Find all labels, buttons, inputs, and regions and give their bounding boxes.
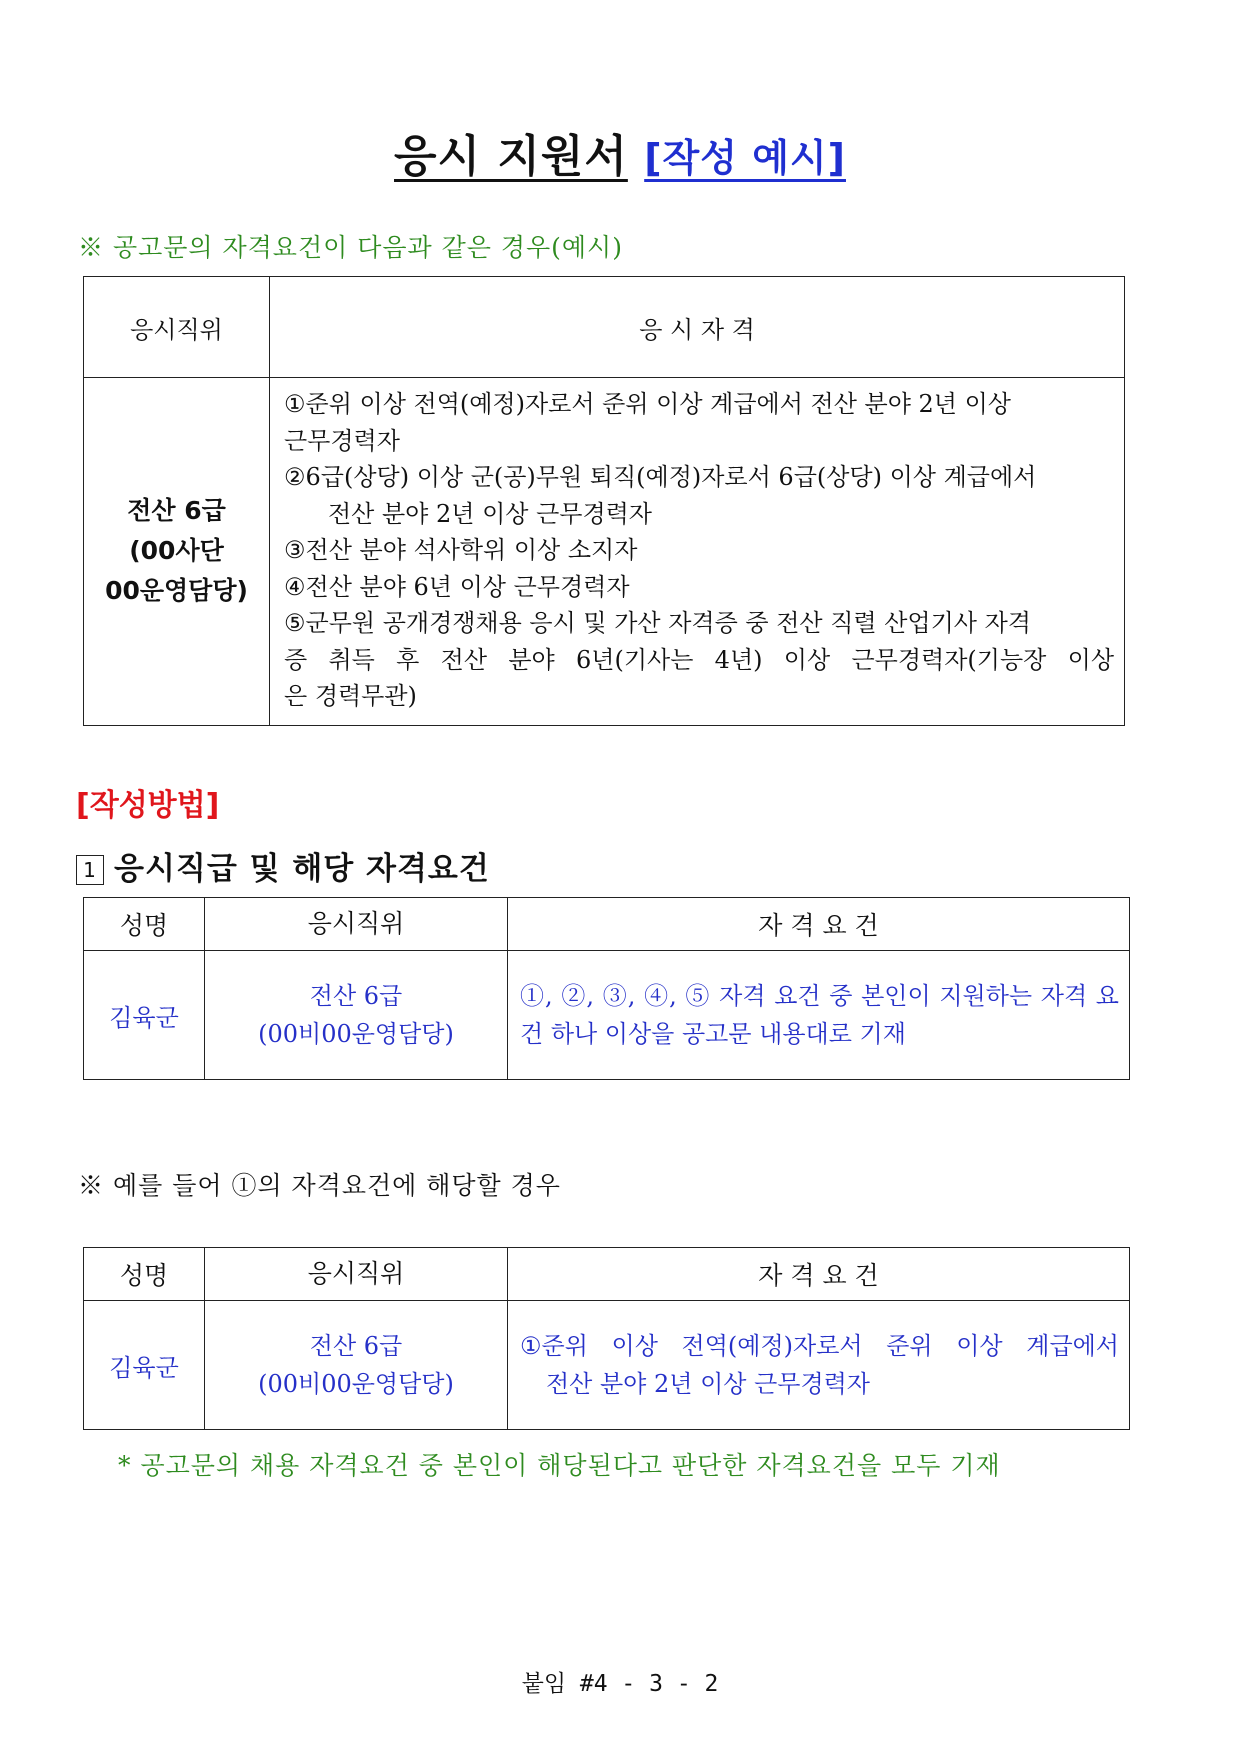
page-title <box>0 120 1240 184</box>
table-row <box>84 378 1125 726</box>
qualification-item <box>284 605 1114 642</box>
position-line: 전산 6급 <box>127 496 226 526</box>
item-text: 준위 이상 전역(예정)자로서 준위 이상 계급에서 전산 분야 2년 이상 <box>305 390 1011 418</box>
item-marker: ⑤ <box>284 609 306 637</box>
item-continuation: 전산 분야 2년 이상 근무경력자 <box>328 499 652 528</box>
table-header-row <box>84 898 1130 951</box>
item-marker: ① <box>284 390 306 418</box>
header-requirement: 자 격 요 건 <box>508 1248 1130 1301</box>
table-row <box>84 951 1130 1080</box>
position-cell <box>205 1301 508 1430</box>
requirement-line <box>520 1327 1119 1365</box>
section-heading <box>76 843 490 888</box>
position-line: 전산 6급 <box>309 1332 403 1360</box>
header-requirement: 자 격 요 건 <box>508 898 1130 951</box>
qualification-item <box>284 569 1114 606</box>
header-position: 응시직위 <box>84 277 270 378</box>
qualification-item <box>284 532 1114 569</box>
position-line: (00비00운영담당) <box>258 1020 454 1048</box>
requirement-cell <box>508 1301 1130 1430</box>
position-line: 전산 6급 <box>309 982 403 1010</box>
item-continuation: 증 취득 후 전산 분야 6년(기사는 4년) 이상 근무경력자(기능장 이상 <box>284 645 1114 674</box>
item-continuation: 근무경력자 <box>284 426 400 455</box>
header-name: 성명 <box>84 898 205 951</box>
page-footer: 붙임 #4 - 3 - 2 <box>521 1671 719 1697</box>
position-line: (00사단 <box>129 536 224 566</box>
example-table-1 <box>83 897 1130 1080</box>
item-marker: ④ <box>284 572 306 601</box>
item-continuation: 은 경력무관) <box>284 682 417 710</box>
qualification-item <box>284 386 1114 423</box>
header-position: 응시직위 <box>205 1248 508 1301</box>
requirement-cell: ①, ②, ③, ④, ⑤ 자격 요건 중 본인이 지원하는 자격 요건 하나 이상을 공고문 내용대로 기재 <box>508 951 1130 1080</box>
title-main: 응시 지원서 <box>394 131 628 182</box>
item-text: 6급(상당) 이상 군(공)무원 퇴직(예정)자로서 6급(상당) 이상 계급에서 <box>305 463 1037 491</box>
note-all: * 공고문의 채용 자격요건 중 본인이 해당된다고 판단한 자격요건을 모두 기재 <box>118 1451 1001 1480</box>
header-position: 응시직위 <box>205 898 508 951</box>
name-cell: 김육군 <box>84 1301 205 1430</box>
title-sub: [작성 예시] <box>644 136 846 180</box>
note-example: ※ 공고문의 자격요건이 다음과 같은 경우(예시) <box>78 233 623 262</box>
position-cell <box>205 951 508 1080</box>
method-heading: [작성방법] <box>76 788 220 823</box>
qualification-table <box>83 276 1125 726</box>
header-name: 성명 <box>84 1248 205 1301</box>
section-number-box: 1 <box>76 855 104 885</box>
item-text: 군무원 공개경쟁채용 응시 및 가산 자격증 중 전산 직렬 산업기사 자격 <box>305 609 1031 637</box>
section-title: 응시직급 및 해당 자격요건 <box>114 851 490 887</box>
item-text: 전산 분야 6년 이상 근무경력자 <box>305 572 630 601</box>
position-line: (00비00운영담당) <box>258 1370 454 1398</box>
note-case: ※ 예를 들어 ①의 자격요건에 해당할 경우 <box>78 1171 561 1200</box>
item-marker: ② <box>284 463 306 491</box>
position-cell <box>84 378 270 726</box>
table-header-row <box>84 1248 1130 1301</box>
example-table-2 <box>83 1247 1130 1430</box>
qualification-cell <box>270 378 1125 726</box>
item-marker: ③ <box>284 536 306 564</box>
item-text: 전산 분야 석사학위 이상 소지자 <box>305 536 638 564</box>
name-cell: 김육군 <box>84 951 205 1080</box>
header-qualification: 응 시 자 격 <box>270 277 1125 378</box>
item-continuation: 전산 분야 2년 이상 근무경력자 <box>546 1370 870 1398</box>
table-header-row <box>84 277 1125 378</box>
table-row <box>84 1301 1130 1430</box>
item-marker: ① <box>520 1332 542 1360</box>
qualification-item <box>284 459 1114 496</box>
item-text: 준위 이상 전역(예정)자로서 준위 이상 계급에서 <box>541 1332 1119 1360</box>
position-line: 00운영담당) <box>105 576 248 606</box>
